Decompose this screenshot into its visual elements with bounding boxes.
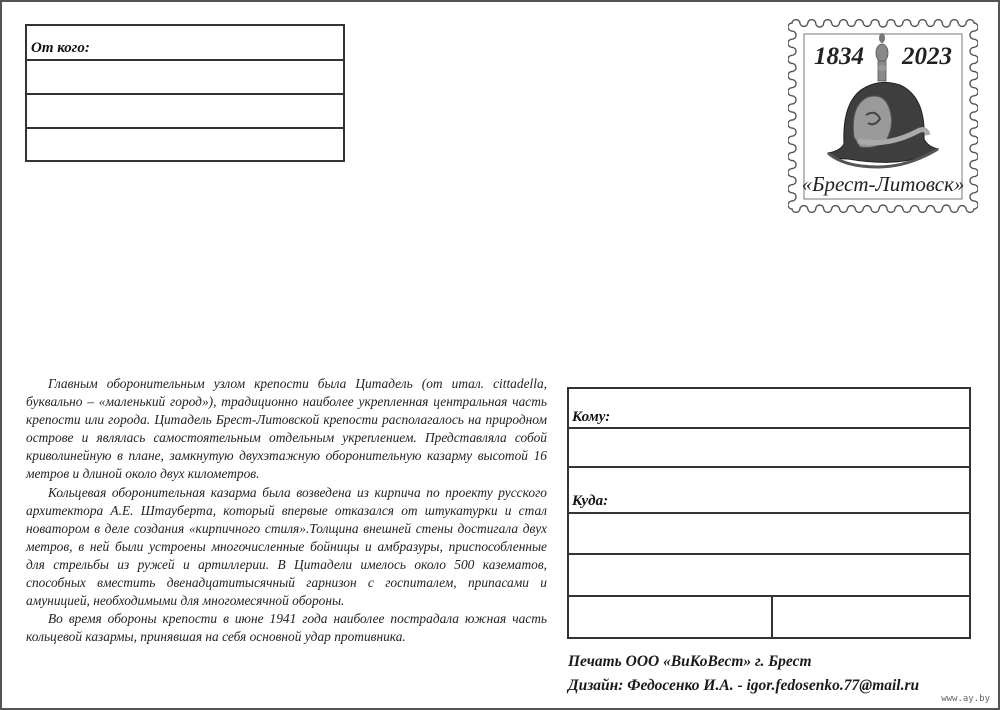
- stamp-graphic: [788, 19, 978, 213]
- sender-line-2[interactable]: [27, 93, 343, 127]
- recipient-address-line-1[interactable]: [569, 512, 969, 514]
- stamp-title: «Брест-Литовск»: [801, 172, 965, 196]
- stamp-year-end: 2023: [902, 43, 952, 70]
- recipient-name-line-2[interactable]: [569, 466, 969, 468]
- sender-label: От кого:: [31, 40, 90, 56]
- printer-credit: Печать ООО «ВиКоВест» г. Брест: [568, 653, 812, 670]
- article-text: [26, 375, 547, 646]
- sender-block: [25, 24, 345, 162]
- postage-stamp: [788, 19, 978, 213]
- article-paragraph-3: Во время обороны крепости в июне 1941 года наиболее пострадала южная часть кольцевой казармы, принявшая на себя основной удар противника.: [26, 611, 547, 645]
- watermark: www.ay.by: [941, 694, 990, 704]
- recipient-address-label: Куда:: [572, 493, 609, 509]
- recipient-address-line-2[interactable]: [569, 553, 969, 555]
- recipient-name-line-1[interactable]: [569, 427, 969, 429]
- designer-credit: Дизайн: Федосенко И.А. - igor.fedosenko.77@mail.ru: [568, 677, 920, 694]
- sender-line-3[interactable]: [27, 127, 343, 161]
- postal-code-box[interactable]: [567, 595, 773, 639]
- article-paragraph-1: Главным оборонительным узлом крепости была Цитадель (от итал. cittadella, буквально – «маленький город»), традиционно наиболее укрепленная центральная часть крепости или города. Цитадель Брест-Литовской крепости располагалось на природном острове и являлась самостоятельным отдельным укреплением. Представляла собой криволинейную в плане, замкнутую двухэтажную оборонительную казарму высотой 16 метров и длиной около двух километров.: [26, 376, 547, 482]
- stamp-year-start: 1834: [814, 43, 864, 70]
- article-paragraph-2: Кольцевая оборонительная казарма была возведена из кирпича по проекту русского архитектора А.Е. Штауберта, который впервые отказался от штукатурки и стал новатором в деле создания «кирпичного стиля».Толщина внешней стены достигала двух метров, в ней были устроены многочисленные бойницы и амбразуры, приспособленные для стрельбы из ружей и артиллерии. В Цитадели имелось около 500 казематов, способных вместить двенадцатитысячный гарнизон с госпиталем, припасами и амуницией, необходимыми для многомесячной обороны.: [26, 484, 547, 609]
- recipient-to-label: Кому:: [572, 409, 611, 425]
- sender-line-1[interactable]: [27, 59, 343, 93]
